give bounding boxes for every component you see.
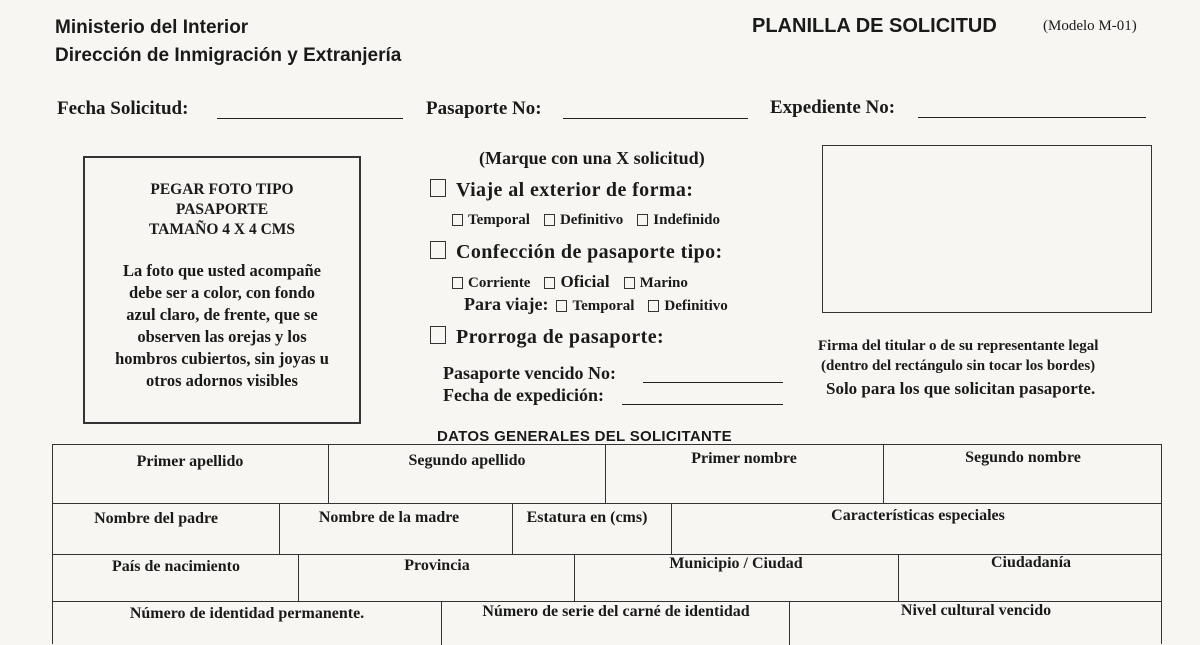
confeccion-checkbox[interactable]: [430, 241, 446, 259]
table-col-divider: [574, 554, 575, 601]
viaje-definitivo-label: Definitivo: [559, 212, 624, 228]
table-col-divider: [328, 445, 329, 503]
table-col-divider: [441, 601, 442, 645]
photo-instruction-line: La foto que usted acompañe: [122, 261, 321, 280]
marino-label: Marino: [639, 275, 688, 291]
photo-instruction-line: observen las orejas y los: [137, 327, 307, 346]
fecha-solicitud-label: Fecha Solicitud:: [57, 98, 189, 119]
para-viaje-temporal-checkbox[interactable]: [556, 300, 567, 312]
corriente-checkbox[interactable]: [452, 277, 463, 289]
table-col-divider: [605, 445, 606, 503]
viaje-definitivo-checkbox[interactable]: [544, 214, 555, 226]
viaje-indefinido-checkbox[interactable]: [637, 214, 648, 226]
viaje-options-row: [452, 211, 730, 229]
pasaporte-vencido-field[interactable]: [643, 382, 783, 383]
table-col-divider: [898, 554, 899, 601]
viaje-exterior-checkbox[interactable]: [430, 179, 446, 197]
photo-box[interactable]: [83, 156, 361, 424]
oficial-checkbox[interactable]: [544, 277, 555, 289]
viaje-indefinido-label: Indefinido: [653, 212, 720, 228]
nombre-madre-cell[interactable]: Nombre de la madre: [318, 509, 460, 526]
prorroga-label: Prorroga de pasaporte:: [456, 326, 665, 348]
para-viaje-row: [464, 294, 738, 315]
segundo-nombre-cell[interactable]: Segundo nombre: [965, 449, 1081, 466]
confeccion-row: [430, 241, 723, 264]
datos-section-title: DATOS GENERALES DEL SOLICITANTE: [437, 428, 732, 445]
form-title: PLANILLA DE SOLICITUD: [752, 15, 997, 37]
marino-checkbox[interactable]: [624, 277, 635, 289]
caracteristicas-cell[interactable]: Características especiales: [831, 507, 1005, 524]
para-viaje-definitivo-checkbox[interactable]: [648, 300, 659, 312]
viaje-temporal-checkbox[interactable]: [452, 214, 463, 226]
nivel-cultural-cell[interactable]: Nivel cultural vencido: [900, 602, 1052, 619]
pais-nacimiento-cell[interactable]: País de nacimiento: [112, 558, 240, 575]
pasaporte-no-field[interactable]: [563, 118, 748, 119]
datos-table: [52, 444, 1162, 644]
identidad-permanente-cell[interactable]: Número de identidad permanente.: [129, 605, 365, 622]
table-col-divider: [279, 503, 280, 554]
nombre-padre-cell[interactable]: Nombre del padre: [94, 510, 218, 527]
expediente-no-label: Expediente No:: [770, 97, 896, 118]
pasaporte-vencido-label: Pasaporte vencido No:: [443, 363, 616, 383]
corriente-label: Corriente: [468, 275, 531, 291]
viaje-exterior-row: [430, 179, 693, 202]
viaje-exterior-label: Viaje al exterior de forma:: [456, 179, 694, 201]
photo-instruction-line: debe ser a color, con fondo: [128, 283, 316, 302]
photo-instruction-line: otros adornos visibles: [146, 371, 298, 390]
photo-instruction-line: azul claro, de frente, que se: [126, 305, 318, 324]
confeccion-label: Confección de pasaporte tipo:: [456, 241, 723, 263]
para-viaje-definitivo-label: Definitivo: [664, 298, 728, 314]
signature-caption-2: (dentro del rectángulo sin tocar los bordes): [821, 358, 1096, 374]
primer-apellido-cell[interactable]: Primer apellido: [136, 453, 244, 470]
fecha-expedicion-label: Fecha de expedición:: [443, 385, 604, 405]
municipio-cell[interactable]: Municipio / Ciudad: [669, 555, 803, 572]
signature-box[interactable]: [822, 145, 1152, 313]
photo-box-title-2: PASAPORTE: [175, 201, 269, 218]
para-viaje-temporal-label: Temporal: [572, 298, 635, 314]
pasaporte-no-label: Pasaporte No:: [426, 98, 542, 119]
fecha-solicitud-field[interactable]: [217, 118, 403, 119]
para-viaje-label: Para viaje:: [464, 294, 549, 314]
ministry-name: Ministerio del Interior: [55, 17, 249, 38]
signature-caption-1: Firma del titular o de su representante legal: [818, 338, 1099, 354]
prorroga-checkbox[interactable]: [430, 326, 446, 344]
viaje-temporal-label: Temporal: [468, 212, 530, 228]
photo-box-title-3: TAMAÑO 4 X 4 CMS: [148, 221, 296, 238]
request-instruction: (Marque con una X solicitud): [479, 148, 705, 168]
table-col-divider: [512, 503, 513, 554]
photo-box-title-1: PEGAR FOTO TIPO: [150, 181, 294, 198]
form-model: (Modelo M-01): [1043, 18, 1137, 34]
table-col-divider: [298, 554, 299, 601]
signature-caption-3: Solo para los que solicitan pasaporte.: [826, 379, 1096, 398]
ciudadania-cell[interactable]: Ciudadanía: [990, 554, 1072, 571]
confeccion-options-row: [452, 272, 698, 292]
segundo-apellido-cell[interactable]: Segundo apellido: [408, 452, 526, 469]
provincia-cell[interactable]: Provincia: [404, 557, 470, 574]
table-col-divider: [671, 503, 672, 554]
expediente-no-field[interactable]: [918, 117, 1146, 118]
prorroga-row: [430, 326, 664, 349]
table-col-divider: [789, 601, 790, 645]
directorate-name: Dirección de Inmigración y Extranjería: [55, 45, 402, 66]
table-col-divider: [883, 445, 884, 503]
oficial-label: Oficial: [560, 272, 610, 291]
primer-nombre-cell[interactable]: Primer nombre: [691, 450, 797, 467]
fecha-expedicion-field[interactable]: [622, 404, 783, 405]
photo-instruction-line: hombros cubiertos, sin joyas u: [115, 349, 329, 368]
table-row-divider: [53, 503, 1161, 504]
estatura-cell[interactable]: Estatura en (cms): [526, 509, 648, 526]
serie-carne-cell[interactable]: Número de serie del carné de identidad: [482, 603, 750, 620]
